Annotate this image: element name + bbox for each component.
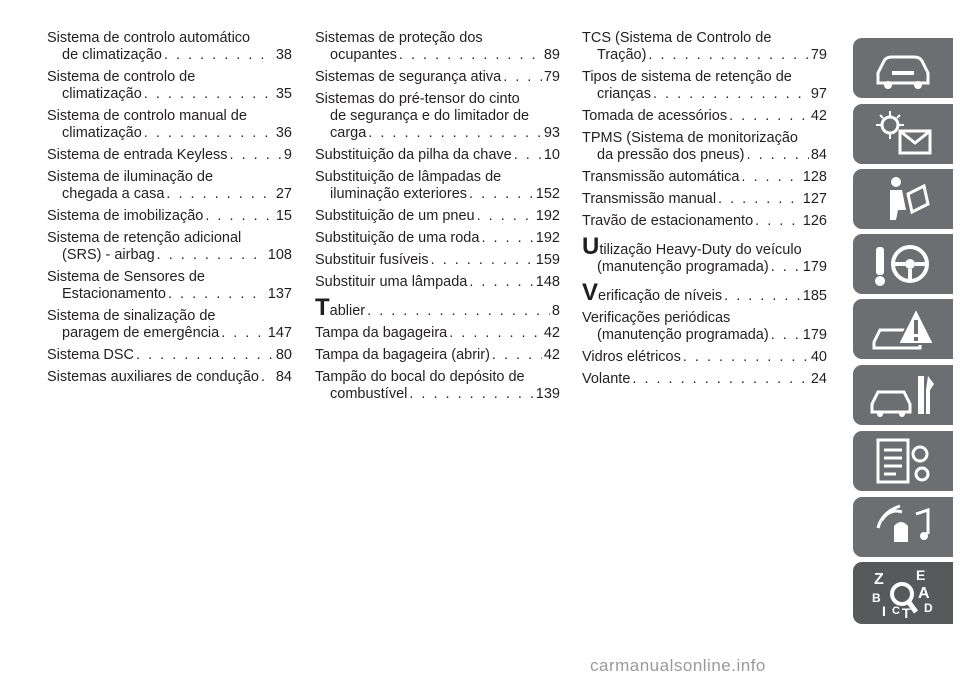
page-number: 40 (810, 349, 827, 365)
index-entry-text: Tomada de acessórios (582, 108, 728, 124)
index-entry-text: ablier (329, 303, 366, 319)
page-number: 35 (275, 86, 292, 102)
page-number: 38 (275, 47, 292, 63)
tab-warning-lights[interactable] (853, 104, 953, 164)
index-entry-text: Volante (582, 371, 631, 387)
page-number: 139 (535, 386, 560, 402)
index-entry-text: Sistemas de segurança ativa (315, 69, 502, 85)
dot-leader (157, 247, 266, 264)
page-number: 79 (543, 69, 560, 85)
index-entry-text: (SRS) - airbag (62, 247, 155, 263)
dot-leader (771, 327, 801, 344)
page-number: 126 (802, 213, 827, 229)
dot-leader (477, 208, 534, 225)
dot-leader (164, 47, 274, 64)
dot-leader (469, 186, 534, 203)
index-entry-text: Substituir uma lâmpada (315, 274, 468, 290)
dot-leader (367, 303, 550, 320)
index-entry-text: Sistema DSC (47, 347, 135, 363)
index-entry-text: Sistema de controlo de (47, 69, 196, 85)
index-entry-text: paragem de emergência (62, 325, 220, 341)
index-entry-text: Verificações periódicas (582, 310, 731, 326)
index-entry[interactable] (582, 169, 827, 186)
page-number: 147 (267, 325, 292, 341)
page-number: 8 (551, 303, 560, 319)
breakdown-warning-icon (868, 304, 938, 354)
page-number: 42 (543, 347, 560, 363)
index-entry[interactable] (315, 30, 560, 64)
index-entry-text: climatização (62, 86, 142, 102)
index-entry[interactable] (47, 30, 292, 64)
index-entry[interactable] (582, 349, 827, 366)
index-letter-a: A (918, 585, 930, 602)
index-entry-text: (manutenção programada) (597, 327, 769, 343)
index-entry[interactable] (47, 69, 292, 103)
steering-wheel-key-icon (868, 239, 938, 289)
index-entry[interactable] (582, 371, 827, 388)
index-entry-text: iluminação exteriores (330, 186, 468, 202)
tab-emergency[interactable] (853, 299, 953, 359)
index-entry-text: Sistemas do pré-tensor do cinto (315, 91, 520, 107)
index-letter-t: T (902, 605, 911, 618)
index-entry-text: Sistema de entrada Keyless (47, 147, 228, 163)
index-entry[interactable] (47, 230, 292, 264)
index-entry-text: Substituição de lâmpadas de (315, 169, 502, 185)
index-entry-text: crianças (597, 86, 651, 102)
dot-leader (514, 147, 542, 164)
index-icon (868, 568, 938, 618)
index-entry[interactable] (315, 208, 560, 225)
dot-leader (648, 47, 808, 64)
tab-technical-data[interactable] (853, 431, 953, 491)
index-entry-text: Sistema de iluminação de (47, 169, 214, 185)
index-entry-text: (manutenção programada) (597, 259, 769, 275)
index-entry-text: Tração) (597, 47, 647, 63)
index-entry[interactable] (47, 369, 292, 386)
index-entry[interactable] (47, 208, 292, 225)
dot-leader (136, 347, 274, 364)
page-number: 128 (802, 169, 827, 185)
index-entry-text: chegada a casa (62, 186, 165, 202)
car-service-tools-icon (868, 370, 938, 420)
page-number: 179 (802, 259, 827, 275)
dot-leader (503, 69, 542, 86)
tab-car-dashboard[interactable] (853, 38, 953, 98)
index-entry-text: Sistemas de proteção dos (315, 30, 483, 46)
index-entry[interactable] (315, 69, 560, 86)
page-number: 15 (275, 208, 292, 224)
page-number: 152 (535, 186, 560, 202)
page-number: 10 (543, 147, 560, 163)
dot-leader (653, 86, 809, 103)
index-entry-text: Tampão do bocal do depósito de (315, 369, 525, 385)
page-number: 192 (535, 208, 560, 224)
page-number: 127 (802, 191, 827, 207)
index-entry[interactable] (315, 91, 560, 142)
index-entry[interactable] (582, 130, 827, 164)
index-entry-text: TCS (Sistema de Controlo de (582, 30, 772, 46)
page-number: 108 (267, 247, 292, 263)
dot-leader (368, 125, 542, 142)
page-number: 27 (275, 186, 292, 202)
dot-leader (683, 349, 809, 366)
dot-leader (144, 86, 274, 103)
index-letter-c: C (892, 605, 900, 617)
section-initial-letter: U (582, 233, 600, 260)
dot-leader (431, 252, 534, 269)
index-entry-text: Travão de estacionamento (582, 213, 754, 229)
index-entry[interactable] (315, 369, 560, 403)
page-number: 148 (535, 274, 560, 290)
warning-lights-icon (868, 109, 938, 159)
dot-leader (481, 230, 533, 247)
index-column-2 (315, 30, 560, 408)
index-entry-text: erificação de níveis (598, 288, 723, 304)
index-entry-text: tilização Heavy-Duty do veículo (599, 242, 802, 258)
index-entry-text: Substituir fusíveis (315, 252, 429, 268)
car-dashboard-icon (868, 43, 938, 93)
index-entry-text: Sistema de sinalização de (47, 308, 216, 324)
index-entry-text: climatização (62, 125, 142, 141)
index-entry[interactable] (315, 274, 560, 291)
index-entry[interactable] (315, 252, 560, 269)
tab-index[interactable] (853, 562, 953, 624)
section-initial-letter: V (582, 279, 599, 306)
index-entry-text: Tampa da bagageira (abrir) (315, 347, 490, 363)
index-entry-text: Transmissão automática (582, 169, 740, 185)
tab-starting-driving[interactable] (853, 234, 953, 294)
page-number: 179 (802, 327, 827, 343)
index-entry[interactable] (582, 213, 827, 230)
index-entry-text: combustível (330, 386, 408, 402)
index-entry[interactable] (582, 30, 827, 64)
index-entry-text: Transmissão manual (582, 191, 717, 207)
dot-leader (469, 274, 533, 291)
index-entry[interactable] (47, 347, 292, 364)
index-entry[interactable] (47, 147, 292, 164)
index-entry-text: ocupantes (330, 47, 397, 63)
page-number: 159 (535, 252, 560, 268)
index-entry[interactable] (582, 310, 827, 344)
dot-leader (230, 147, 282, 164)
index-entry[interactable] (582, 191, 827, 208)
index-entry[interactable] (315, 147, 560, 164)
index-column-1 (47, 30, 292, 391)
index-entry[interactable] (47, 108, 292, 142)
page-number: 97 (810, 86, 827, 102)
index-entry-text: Tampa da bagageira (315, 325, 448, 341)
page-number: 80 (275, 347, 292, 363)
dot-leader (399, 47, 542, 64)
dot-leader (747, 147, 809, 164)
dot-leader (632, 371, 808, 388)
page-number: 192 (535, 230, 560, 246)
index-entry-text: de segurança e do limitador de (330, 108, 530, 124)
index-letter-e: E (916, 568, 926, 583)
dot-leader (261, 369, 274, 386)
index-entry-text: TPMS (Sistema de monitorização (582, 130, 798, 146)
page-number: 42 (543, 325, 560, 341)
page-number: 185 (802, 288, 827, 304)
index-letter-z: Z (874, 571, 884, 588)
index-entry[interactable] (315, 294, 560, 321)
page-number: 79 (810, 47, 827, 63)
index-entry-text: Sistema de retenção adicional (47, 230, 242, 246)
index-entry[interactable] (315, 169, 560, 203)
dot-leader (771, 259, 801, 276)
page-number: 42 (810, 108, 827, 124)
index-entry-text: da pressão dos pneus) (597, 147, 745, 163)
dot-leader (449, 325, 542, 342)
page-number: 89 (543, 47, 560, 63)
index-entry-text: Sistema de controlo manual de (47, 108, 247, 124)
index-entry-text: Estacionamento (62, 286, 166, 302)
watermark: carmanualsonline.info (590, 656, 766, 675)
page-number: 9 (283, 147, 292, 163)
index-letter-i: I (882, 603, 886, 618)
index-entry-text: Substituição de um pneu (315, 208, 475, 224)
dot-leader (221, 325, 266, 342)
dot-leader (724, 288, 801, 305)
index-entry[interactable] (47, 308, 292, 342)
page-number: 93 (543, 125, 560, 141)
page-number: 84 (275, 369, 292, 385)
technical-data-icon (868, 436, 938, 486)
dot-leader (492, 347, 542, 364)
index-entry-text: carga (330, 125, 367, 141)
index-entry[interactable] (47, 169, 292, 203)
index-entry[interactable] (315, 325, 560, 342)
page-number: 36 (275, 125, 292, 141)
dot-leader (166, 186, 273, 203)
page-number: 24 (810, 371, 827, 387)
dot-leader (205, 208, 274, 225)
dot-leader (718, 191, 801, 208)
dot-leader (755, 213, 801, 230)
dot-leader (409, 386, 533, 403)
multimedia-icon (868, 502, 938, 552)
index-entry-text: de climatização (62, 47, 162, 63)
dot-leader (144, 125, 274, 142)
index-entry-text: Vidros elétricos (582, 349, 681, 365)
index-entry[interactable] (582, 233, 827, 276)
index-letter-d: D (924, 601, 933, 615)
index-letter-b: B (872, 591, 881, 605)
index-entry[interactable] (47, 269, 292, 303)
tab-multimedia[interactable] (853, 497, 953, 557)
section-initial-letter: T (315, 294, 330, 321)
dot-leader (729, 108, 809, 125)
page-number: 137 (267, 286, 292, 302)
index-entry[interactable] (582, 279, 827, 306)
index-entry-text: Sistema de Sensores de (47, 269, 205, 285)
tab-safety[interactable] (853, 169, 953, 229)
index-entry-text: Sistemas auxiliares de condução (47, 369, 259, 385)
index-entry[interactable] (315, 347, 560, 364)
index-entry[interactable] (315, 230, 560, 247)
index-entry[interactable] (582, 108, 827, 125)
index-entry[interactable] (582, 69, 827, 103)
dot-leader (741, 169, 800, 186)
index-entry-text: Substituição da pilha da chave (315, 147, 512, 163)
tab-service[interactable] (853, 365, 953, 425)
airbag-safety-icon (868, 174, 938, 224)
index-entry-text: Sistema de imobilização (47, 208, 204, 224)
page-number: 84 (810, 147, 827, 163)
dot-leader (168, 286, 266, 303)
index-column-3 (582, 30, 827, 393)
index-entry-text: Substituição de uma roda (315, 230, 480, 246)
index-entry-text: Tipos de sistema de retenção de (582, 69, 792, 85)
index-entry-text: Sistema de controlo automático (47, 30, 251, 46)
